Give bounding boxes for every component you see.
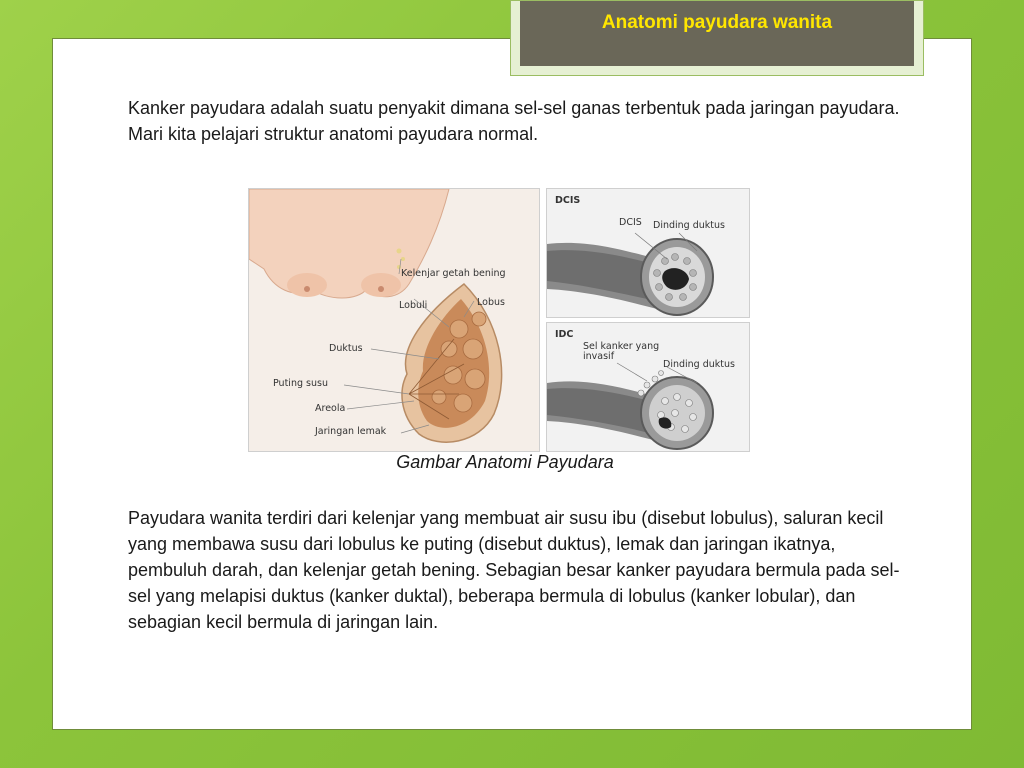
- body-paragraph: Payudara wanita terdiri dari kelenjar yang membuat air susu ibu (disebut lobulus), saluran kecil yang membawa susu dari lobulus ke puting (disebut duktus), lemak dan jaringan ikatnya, pembuluh darah, dan kelenjar getah bening. Sebagian besar kanker payudara bermula pada sel-sel yang melapisi duktus (kanker duktal), beberapa bermula di lobulus (kanker lobular), dan sebagian kecil bermula di jaringan lain.: [128, 508, 900, 632]
- label-lemak: Jaringan lemak: [315, 426, 387, 437]
- anatomy-illustration: [249, 189, 540, 452]
- title-tab: [510, 0, 924, 76]
- idc-tag: IDC: [555, 329, 574, 340]
- label-sel-kanker-1: Sel kanker yang: [583, 341, 660, 352]
- label-areola: Areola: [315, 403, 346, 414]
- label-lobuli: Lobuli: [399, 300, 428, 311]
- idc-figure: [546, 322, 750, 452]
- label-kelenjar: Kelenjar getah bening: [401, 268, 506, 279]
- slide-title: Anatomi payudara wanita: [601, 11, 833, 33]
- dcis-figure: [546, 188, 750, 318]
- anatomy-figure: [248, 188, 540, 452]
- label-duktus: Duktus: [329, 343, 363, 354]
- label-dcis: DCIS: [619, 217, 642, 228]
- title-box: [520, 1, 914, 66]
- label-sel-kanker-2: invasif: [583, 351, 615, 362]
- dcis-illustration: [547, 189, 750, 318]
- figure-caption: Gambar Anatomi Payudara: [396, 452, 614, 472]
- label-puting: Puting susu: [273, 378, 328, 389]
- intro-paragraph: Kanker payudara adalah suatu penyakit dimana sel-sel ganas terbentuk pada jaringan payudara. Mari kita pelajari struktur anatomi payudara normal.: [128, 98, 900, 144]
- label-lobus: Lobus: [477, 297, 505, 308]
- dcis-tag: DCIS: [555, 195, 581, 206]
- label-dinding-idc: Dinding duktus: [663, 359, 735, 370]
- label-dinding-dcis: Dinding duktus: [653, 220, 725, 231]
